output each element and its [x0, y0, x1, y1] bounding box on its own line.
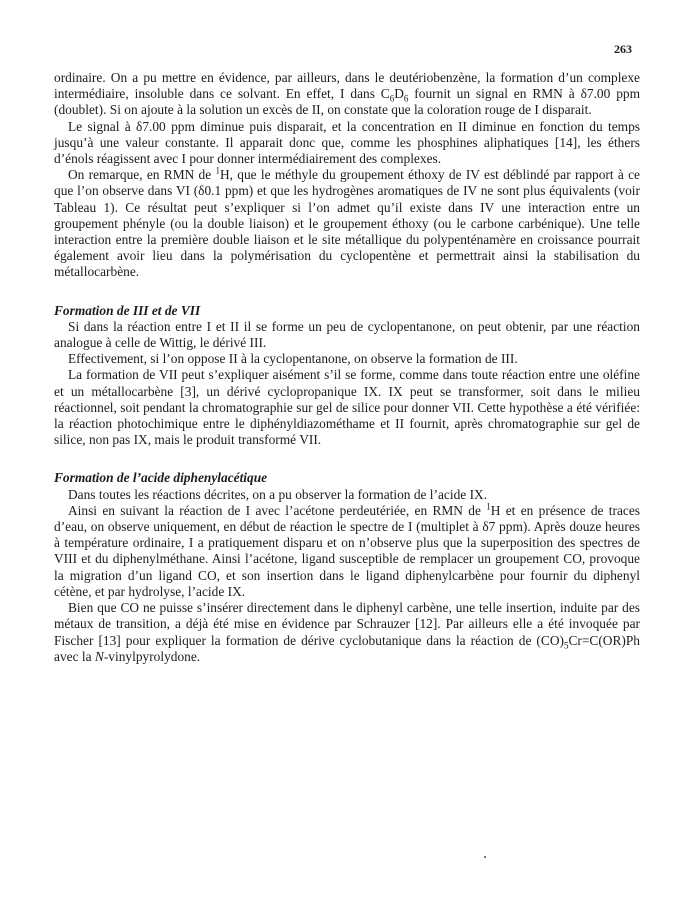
article-body [54, 70, 640, 665]
paragraph: Effectivement, si l’on oppose II à la cyclopentanone, on observe la formation de III. [68, 351, 518, 367]
paragraph: On remarque, en RMN de $^1$H, que le méthyle du groupement éthoxy de IV est déblindé par rapport à ce que l’on observe dans VI (δ0.1 ppm) et que les hydrogènes aromatiques de IV ne sont plus équivalents (voir Tableau 1). Ce résultat peut s’expliquer si l’on admet qu’il existe dans IV une interaction entre un groupement phényle (ou la double liaison) et le groupement éthoxy (ou le carbone carbénique). Une telle interaction entre la première double liaison et le site métallique du polypenténamère en croissance pourrait également avoir lieu dans la polymérisation du cyclopentène et permettrait ainsi la stabilisation du métallocarbène. [54, 165, 641, 280]
scan-speck [484, 856, 486, 858]
section-formation-iii-vii [54, 303, 640, 449]
paragraph: Ainsi en suivant la réaction de I avec l’acétone perdeutériée, en RMN de $^1$H et en présence de traces d’eau, on observe uniquement, en début de réaction le spectre de I (multiplet à δ7 ppm). Après douze heures à température ordinaire, I a pratiquement disparu et on n’observe plus que la superposition des spectres de VIII et du diphenylméthane. Ainsi l’acétone, ligand susceptible de remplacer un groupement CO, provoque la migration d’un ligand CO, et son insertion dans le ligand diphenylcarbène pour fournir du diphenyl cétène, et par hydrolyse, l’acide IX. [54, 501, 641, 599]
section-heading: Formation de III et de VII [54, 302, 201, 318]
paragraph: ordinaire. On a pu mettre en évidence, par ailleurs, dans le deutériobenzène, la formation d’un complexe intermédiaire, insoluble dans ce solvant. En effet, I dans $C_6D_6$ fournit un signal en RMN à δ7.00 ppm (doublet). Si on ajoute à la solution un excès de II, on constate que la coloration rouge de I disparait. [54, 70, 641, 118]
paragraph: La formation de VII peut s’expliquer aisément s’il se forme, comme dans toute réaction entre une oléfine et un métallocarbène [3], un dérivé cyclopropanique IX. IX peut se transformer, soit dans le milieu réactionnel, soit pendant la chromatographie sur gel de silice pour donner VII. Cette hypothèse a été vérifiée: la réaction photochimique entre le diphényldiazométhame et II fournit, après chromatographie sur gel de silice, non pas IX, mais le produit transformé VII. [54, 367, 640, 448]
section-acide-diphenylacetique [54, 470, 640, 664]
page-number: 263 [614, 42, 632, 56]
paragraph: Bien que CO ne puisse s’insérer directement dans le diphenyl carbène, une telle insertion, induite par des métaux de transition, a déjà été mise en évidence par Schrauzer [12]. Par ailleurs elle a été invoquée par Fischer [13] pour expliquer la formation de dérive cyclobutanique dans la réaction de $(CO)_5Cr=C(OR)Ph$ avec la N-vinylpyrolydone. [54, 600, 640, 664]
paragraph: Le signal à δ7.00 ppm diminue puis disparait, et la concentration en II diminue en fonction du temps jusqu’à une valeur constante. Il apparait donc que, comme les phosphines aliphatiques [14], les éthers d’énols réagissent avec I pour donner intermédiairement des complexes. [54, 118, 640, 167]
paragraph: Si dans la réaction entre I et II il se forme un peu de cyclopentanone, on peut obtenir, par une réaction analogue à celle de Wittig, le dérivé III. [54, 318, 640, 351]
paragraph: Dans toutes les réactions décrites, on a pu observer la formation de l’acide IX. [68, 486, 488, 502]
section-heading: Formation de l’acide diphenylacétique [54, 470, 268, 486]
section-intro [54, 70, 640, 281]
